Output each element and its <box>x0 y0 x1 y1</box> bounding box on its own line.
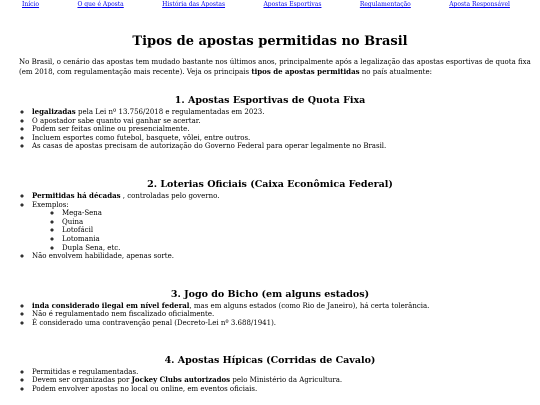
item-text: , mas em alguns estados (como Rio de Janeiro), há certa tolerância. <box>189 301 430 310</box>
list-item: ◦ Permitidas e regulamentadas. <box>32 368 540 377</box>
section-heading: 1. Apostas Esportivas de Quota Fixa <box>174 95 366 106</box>
list-item <box>32 376 540 385</box>
nav-link-historia[interactable]: História das Apostas <box>162 1 226 8</box>
example-item: ◦ Dupla Sena, etc. <box>62 244 540 253</box>
example-item: ◦ Mega-Sena <box>62 209 540 218</box>
section-heading: 4. Apostas Hípicas (Corridas de Cavalo) <box>164 354 376 366</box>
list-item: ◦ O apostador sabe quanto vai ganhar se acertar. <box>32 117 540 126</box>
item-text: pelo Ministério da Agricultura. <box>230 376 343 385</box>
section-list <box>0 368 540 394</box>
intro-text-1: No Brasil, o cenário das apostas tem mudado bastante nos últimos anos, principalmente após a legalização das apostas esportivas de quota fixa (em 2018, com regulamentação mais recente). Veja os principais <box>19 58 531 76</box>
section-jogo-do-bicho <box>0 289 540 328</box>
section-list <box>0 108 540 151</box>
list-item: ◦ Podem ser feitas online ou presencialmente. <box>32 125 540 134</box>
nav-link-regulamentacao[interactable]: Regulamentação <box>359 1 411 8</box>
nav-link-inicio[interactable]: Início <box>22 1 40 8</box>
section-apostas-esportivas <box>0 95 540 151</box>
page-title: Tipos de apostas permitidas no Brasil <box>132 34 408 49</box>
example-item: ◦ Lotofácil <box>62 226 540 235</box>
item-text: , controladas pelo governo. <box>120 191 220 200</box>
list-item: ◦ É considerado uma contravenção penal (Decreto-Lei nº 3.688/1941). <box>32 319 540 328</box>
list-item: ◦ Incluem esportes como futebol, basquete, vôlei, entre outros. <box>32 134 540 143</box>
item-bold: Jockey Clubs autorizados <box>131 375 231 385</box>
nav-link-aposta-responsavel[interactable]: Aposta Responsável <box>449 1 510 8</box>
item-text: pela Lei nº 13.756/2018 e regulamentadas em 2023. <box>75 108 265 116</box>
intro-bold: tipos de apostas permitidas <box>251 67 360 76</box>
list-item: ◦ Podem envolver apostas no local ou online, em eventos oficiais. <box>32 385 540 394</box>
list-item: ◦ As casas de apostas precisam de autorização do Governo Federal para operar legalmente no Brasil. <box>32 142 540 151</box>
list-item <box>32 108 540 117</box>
item-text: Devem ser organizadas por <box>32 376 132 385</box>
item-bold: legalizadas <box>32 107 76 116</box>
list-item <box>32 192 540 201</box>
top-navigation <box>0 0 540 12</box>
section-list <box>0 302 540 328</box>
item-text: Exemplos: <box>32 200 69 209</box>
example-item: ◦ Quina <box>62 218 540 227</box>
list-item <box>32 302 540 311</box>
section-heading: 2. Loterias Oficiais (Caixa Econômica Federal) <box>147 178 393 190</box>
section-heading: 3. Jogo do Bicho (em alguns estados) <box>170 288 370 300</box>
list-item: ◦ Não envolvem habilidade, apenas sorte. <box>32 252 540 261</box>
section-apostas-hipicas <box>0 355 540 394</box>
list-item <box>32 201 540 253</box>
intro-paragraph <box>19 58 536 77</box>
example-item: ◦ Lotomania <box>62 235 540 244</box>
nav-link-apostas-esportivas[interactable]: Apostas Esportivas <box>263 1 322 8</box>
section-list <box>0 192 540 261</box>
item-bold: inda considerado ilegal em nível federal <box>32 300 190 310</box>
examples-list <box>32 209 540 252</box>
list-item: ◦ Não é regulamentado nem fiscalizado oficialmente. <box>32 310 540 319</box>
section-loterias <box>0 179 540 261</box>
intro-text-2: no país atualmente: <box>359 68 432 76</box>
item-bold: Permitidas há décadas <box>32 190 121 200</box>
nav-link-o-que-e-aposta[interactable]: O que é Aposta <box>77 1 124 8</box>
